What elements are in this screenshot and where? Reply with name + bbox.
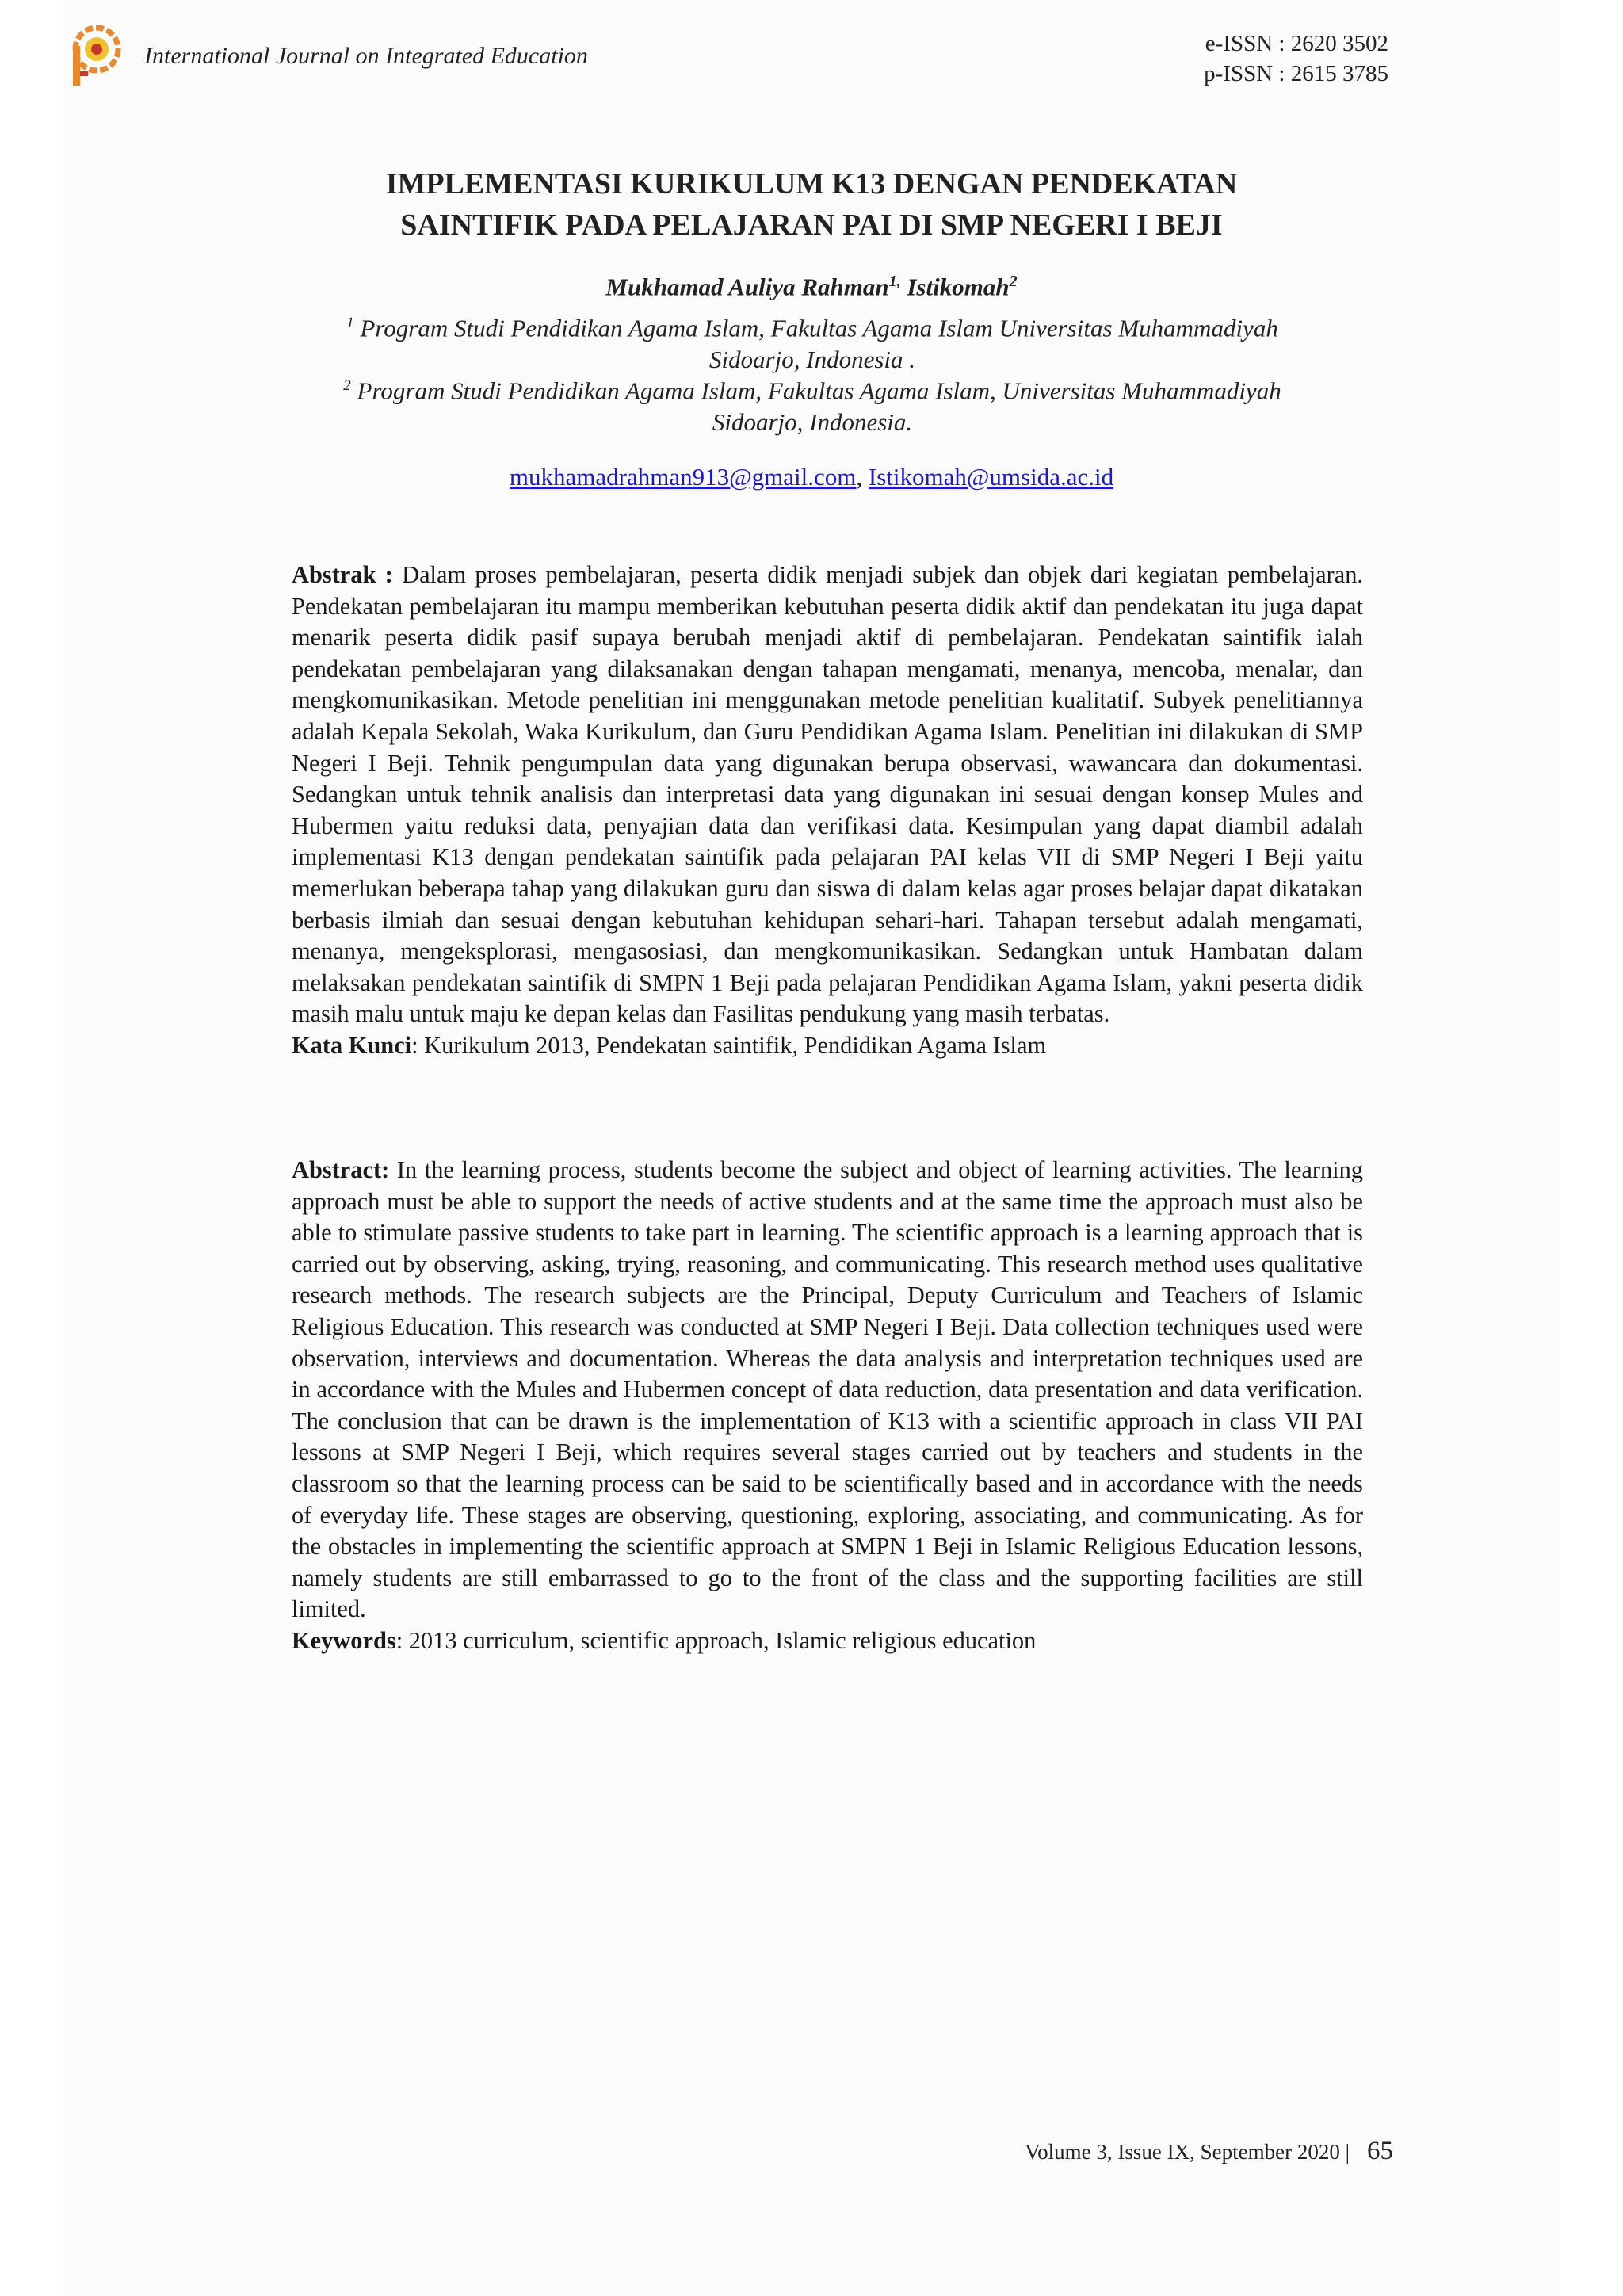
volume-info: Volume 3, Issue IX, September 2020 | — [1025, 2140, 1350, 2164]
paper-title — [238, 163, 1385, 246]
affiliation-1 — [285, 308, 1339, 376]
issn-block — [1204, 29, 1388, 89]
pissn: p-ISSN : 2615 3785 — [1204, 61, 1388, 86]
affiliation-2 — [285, 370, 1339, 438]
journal-logo-icon — [68, 22, 124, 87]
author-superscript: 2 — [1009, 273, 1018, 290]
author-name: Istikomah — [907, 273, 1010, 301]
affiliation-line: Program Studi Pendidikan Agama Islam, Fakultas Agama Islam, Universitas Muhammadiyah — [357, 376, 1281, 405]
affiliation-marker: 2 — [343, 377, 351, 394]
affiliation-line: Program Studi Pendidikan Agama Islam, Fakultas Agama Islam Universitas Muhammadiyah — [360, 314, 1278, 342]
kata-kunci-label: Kata Kunci — [292, 1031, 412, 1059]
eissn: e-ISSN : 2620 3502 — [1205, 31, 1388, 56]
abstract-section — [292, 1155, 1363, 1657]
abstract-text: In the learning process, students become the subject and object of learning activities. The learning approach must be able to support the needs of active students and at the same time the approach must also be able to stimulate passive students to take part in learning. The scientific approach is a learning approach that is carried out by observing, asking, trying, reasoning, and communicating. This research method uses qualitative research methods. The research subjects are the Principal, Deputy Curriculum and Teachers of Islamic Religious Education. This research was conducted at SMP Negeri I Beji. Data collection techniques used were observation, interviews and documentation. Whereas the data analysis and interpretation techniques used are in accordance with the Mules and Hubermen concept of data reduction, data presentation and data verification. The conclusion that can be drawn is the implementation of K13 with a scientific approach in class VII PAI lessons at SMP Negeri I Beji, which requires several stages carried out by teachers and students in the classroom so that the learning process can be said to be scientifically based and in accordance with the needs of everyday life. These stages are observing, questioning, exploring, associating, and communicating. As for the obstacles in implementing the scientific approach at SMPN 1 Beji in Islamic Religious Education lessons, namely students are still embarrassed to go to the front of the class and the supporting facilities are still limited. — [292, 1156, 1363, 1623]
title-line-2: SAINTIFIK PADA PELAJARAN PAI DI SMP NEGERI I BEJI — [400, 208, 1223, 242]
author-superscript: 1, — [888, 273, 901, 290]
kata-kunci-line — [292, 1030, 1363, 1062]
page-number: 65 — [1367, 2137, 1393, 2165]
keywords-line — [292, 1626, 1363, 1657]
email-separator: , — [856, 463, 869, 491]
affiliation-line: Sidoarjo, Indonesia. — [712, 408, 913, 437]
email-link-2[interactable]: Istikomah@umsida.ac.id — [868, 463, 1114, 491]
affiliation-marker: 1 — [346, 315, 354, 331]
author-name: Mukhamad Auliya Rahman — [605, 273, 889, 301]
keywords-label: Keywords — [292, 1626, 396, 1654]
abstrak-label: Abstrak : — [292, 561, 393, 588]
abstrak-text: Dalam proses pembelajaran, peserta didik menjadi subjek dan objek dari kegiatan pembelajaran. Pendekatan pembelajaran itu mampu memberikan kebutuhan peserta didik aktif dan pendekatan itu juga dapat menarik peserta didik pasif supaya berubah menjadi aktif di pembelajaran. Pendekatan saintifik ialah pendekatan pembelajaran yang dilaksanakan dengan tahapan mengamati, menanya, mencoba, menalar, dan mengkomunikasikan. Metode penelitian ini menggunakan metode penelitian kualitatif. Subyek penelitiannya adalah Kepala Sekolah, Waka Kurikulum, dan Guru Pendidikan Agama Islam. Penelitian ini dilakukan di SMP Negeri I Beji. Tehnik pengumpulan data yang digunakan berupa observasi, wawancara dan dokumentasi. Sedangkan untuk tehnik analisis dan interpretasi data yang digunakan ini sesuai dengan konsep Mules and Hubermen yaitu reduksi data, penyajian data dan verifikasi data. Kesimpulan yang dapat diambil adalah implementasi K13 dengan pendekatan saintifik pada pelajaran PAI kelas VII di SMP Negeri I Beji yaitu memerlukan beberapa tahap yang dilakukan guru dan siswa di dalam kelas agar proses belajar dapat dikatakan berbasis ilmiah dan sesuai dengan kebutuhan kehidupan sehari-hari. Tahapan tersebut adalah mengamati, menanya, mengeksplorasi, mengasosiasi, dan mengkomunikasikan. Sedangkan untuk Hambatan dalam melaksakan pendekatan saintifik di SMPN 1 Beji pada pelajaran Pendidikan Agama Islam, yakni peserta didik masih malu untuk maju ke depan kelas dan Fasilitas pendukung yang masih terbatas. — [292, 561, 1363, 1028]
title-line-1: IMPLEMENTASI KURIKULUM K13 DENGAN PENDEKATAN — [385, 167, 1238, 201]
affiliation-line: Sidoarjo, Indonesia . — [708, 346, 916, 374]
email-line — [238, 463, 1385, 491]
abstract-label: Abstract: — [292, 1156, 390, 1183]
journal-name: International Journal on Integrated Education — [144, 43, 588, 69]
kata-kunci-text: : Kurikulum 2013, Pendekatan saintifik, Pendidikan Agama Islam — [411, 1031, 1047, 1059]
page-footer — [1025, 2137, 1393, 2166]
abstrak-section — [292, 560, 1363, 1062]
email-link-1[interactable]: mukhamadrahman913@gmail.com — [509, 463, 857, 491]
author-list — [238, 273, 1385, 301]
keywords-text: : 2013 curriculum, scientific approach, Islamic religious education — [395, 1626, 1037, 1654]
